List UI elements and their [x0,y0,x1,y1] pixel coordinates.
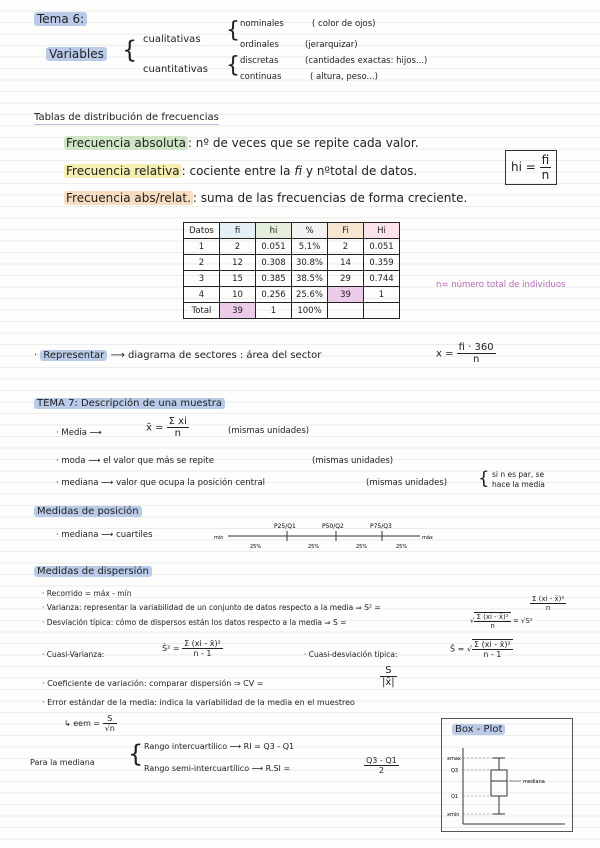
nominales-example: ( color de ojos) [312,19,376,29]
th-Fi: Fi [328,223,364,239]
th-hi: hi [256,223,292,239]
pct-3: 25% [356,544,368,550]
desviacion-formula: √ $\frac{\text{Σ (xi - x̄)²}}{n}$ = √S² [470,613,533,630]
axis-min: min [214,535,224,541]
cell: 0.051 [364,239,400,255]
bp-xmax: xmax [447,756,461,762]
cell: 0.308 [256,255,292,271]
mediana-units: (mismas unidades) [366,478,448,488]
cell: 100% [292,303,328,319]
brace-para-mediana: { [128,740,144,768]
table-row [184,239,400,255]
th-percent: % [292,223,328,239]
cell: 5.1% [292,239,328,255]
varianza-formula: $\frac{\text{Σ (xi - x̄)²}}{n}$ [532,595,565,612]
varianza-line: · Varianza: representar la variabilidad de un conjunto de datos respecto a la media ⇒ S² = [42,603,381,612]
pct-2: 25% [308,544,320,550]
cell: 10 [220,287,256,303]
rango-semi-formula: $\frac{Q3 - Q1}{2}$ [366,756,397,775]
continuas-example: ( altura, peso...) [310,72,378,82]
cell: 25.6% [292,287,328,303]
cell: 30.8% [292,255,328,271]
variables-label: Variables [46,47,107,61]
moda-line: · moda ⟶ el valor que más se repite [56,456,214,466]
cell: 39 [220,303,256,319]
cell [364,303,400,319]
cuasi-varianza-label: · Cuasi-Varianza: [42,650,105,659]
frecuencia-relativa: Frecuencia relativa : cociente entre la fi y nºtotal de datos. [66,164,418,178]
boxplot-diagram [441,740,571,830]
moda-units: (mismas unidades) [312,456,394,466]
cell: 14 [328,255,364,271]
table-row [184,255,400,271]
pct-4: 25% [396,544,408,550]
frecuencia-acumulada: Frecuencia abs/relat. : suma de las frecuencias de forma creciente. [66,191,468,205]
bp-q3: Q3 [451,768,459,774]
dispersion-title: Medidas de dispersión [34,566,152,577]
cell: 1 [184,239,220,255]
nominales-label: nominales [240,19,284,29]
th-Hi: Hi [364,223,400,239]
frequency-table [183,222,400,319]
tema6-title: Tema 6: [34,12,87,26]
th-datos: Datos [184,223,220,239]
discretas-label: discretas [240,56,279,66]
frecuencia-absoluta: Frecuencia absoluta : nº de veces que se repite cada valor. [66,136,419,150]
cell: 1 [256,303,292,319]
cell: Total [184,303,220,319]
cell: 2 [184,255,220,271]
brace-mediana: { [478,468,490,489]
table-total-row [184,303,400,319]
cell: 0.744 [364,271,400,287]
media-units: (mismas unidades) [228,426,310,436]
media-line: · Media ⟶ [56,428,102,438]
cualitativas-label: cualitativas [143,34,201,45]
cell: 2 [220,239,256,255]
bp-xmin: xmin [447,812,460,818]
tabla-title: Tablas de distribución de frecuencias [34,112,219,123]
boxplot-title: Box - Plot [452,724,505,735]
mediana-note-2: hace la media [492,480,545,489]
n-note: n= número total de individuos [436,280,566,290]
rango-semi-line: Rango semi-intercuartílico ⟶ R.SI = [144,764,291,773]
hi-formula-box: hi = $\frac{fi}{n}$ [505,150,557,185]
mediana-cuartiles-line: · mediana ⟶ cuartiles [56,530,153,540]
eem-formula: ↳ eem = $\frac{S}{√n}$ [64,714,115,733]
cell: 0.051 [256,239,292,255]
table-row [184,271,400,287]
cell [328,303,364,319]
axis-max: máx [422,535,433,541]
th-fi: fi [220,223,256,239]
representar-line: · Representar ⟶ diagrama de sectores : área del sector [34,350,322,361]
cell: 1 [364,287,400,303]
cell: 12 [220,255,256,271]
sector-formula: x = $\frac{fi \cdot 360}{n}$ [436,342,494,365]
q2-label: P50/Q2 [322,523,344,530]
continuas-label: continuas [240,72,282,82]
bp-q1: Q1 [451,794,459,800]
cell: 3 [184,271,220,287]
q3-label: P75/Q3 [370,523,392,530]
recorrido-line: · Recorrido = máx - mín [42,589,132,598]
cell: 0.385 [256,271,292,287]
brace-variables: { [122,36,138,64]
table-header-row [184,223,400,239]
cell: 39 [328,287,364,303]
brace-cualitativas: { [226,18,240,43]
cell: 4 [184,287,220,303]
cell: 15 [220,271,256,287]
ordinales-example: (jerarquizar) [305,40,358,50]
cell: 0.256 [256,287,292,303]
mediana-line: · mediana ⟶ valor que ocupa la posición central [56,478,266,488]
cuasi-desviacion-formula: Ŝ = √ $\frac{\text{Σ (xi - x̄)²}}{n - 1}$ [450,640,511,659]
q1-label: P25/Q1 [274,523,296,530]
quartile-axis [214,518,436,552]
cuantitativas-label: cuantitativas [143,64,209,75]
coeficiente-formula: $\frac{S}{|x̄|}$ [382,665,395,688]
cuasi-varianza-formula: Ŝ² = $\frac{\text{Σ (xi - x̄)²}}{n - 1}$ [162,639,221,658]
cell: 29 [328,271,364,287]
tema7-title: TEMA 7: Descripción de una muestra [34,398,225,409]
bp-mediana: mediana [523,779,545,785]
discretas-example: (cantidades exactas: hijos...) [305,56,428,66]
cell: 38.5% [292,271,328,287]
desviacion-line: · Desviación típica: cómo de dispersos están los datos respecto a la media ⇒ S = [42,618,347,627]
cell: 2 [328,239,364,255]
para-mediana-label: Para la mediana [30,758,95,767]
mediana-note-1: si n es par, se [492,470,545,479]
posicion-title: Medidas de posición [34,506,142,517]
table-row [184,287,400,303]
cuasi-desviacion-label: · Cuasi-desviación típica: [304,650,398,659]
ordinales-label: ordinales [240,40,279,50]
error-estandar-line: · Error estándar de la media: indica la variabilidad de la media en el muestreo [42,698,355,707]
coeficiente-line: · Coeficiente de variación: comparar dispersión ⇒ CV = [42,679,264,688]
media-formula: x̄ = $\frac{\text{Σ xi}}{n}$ [146,416,187,439]
rango-intercuartilico-line: Rango intercuartílico ⟶ RI = Q3 - Q1 [144,742,295,751]
cell: 0.359 [364,255,400,271]
brace-cuantitativas: { [226,53,240,78]
pct-1: 25% [250,544,262,550]
